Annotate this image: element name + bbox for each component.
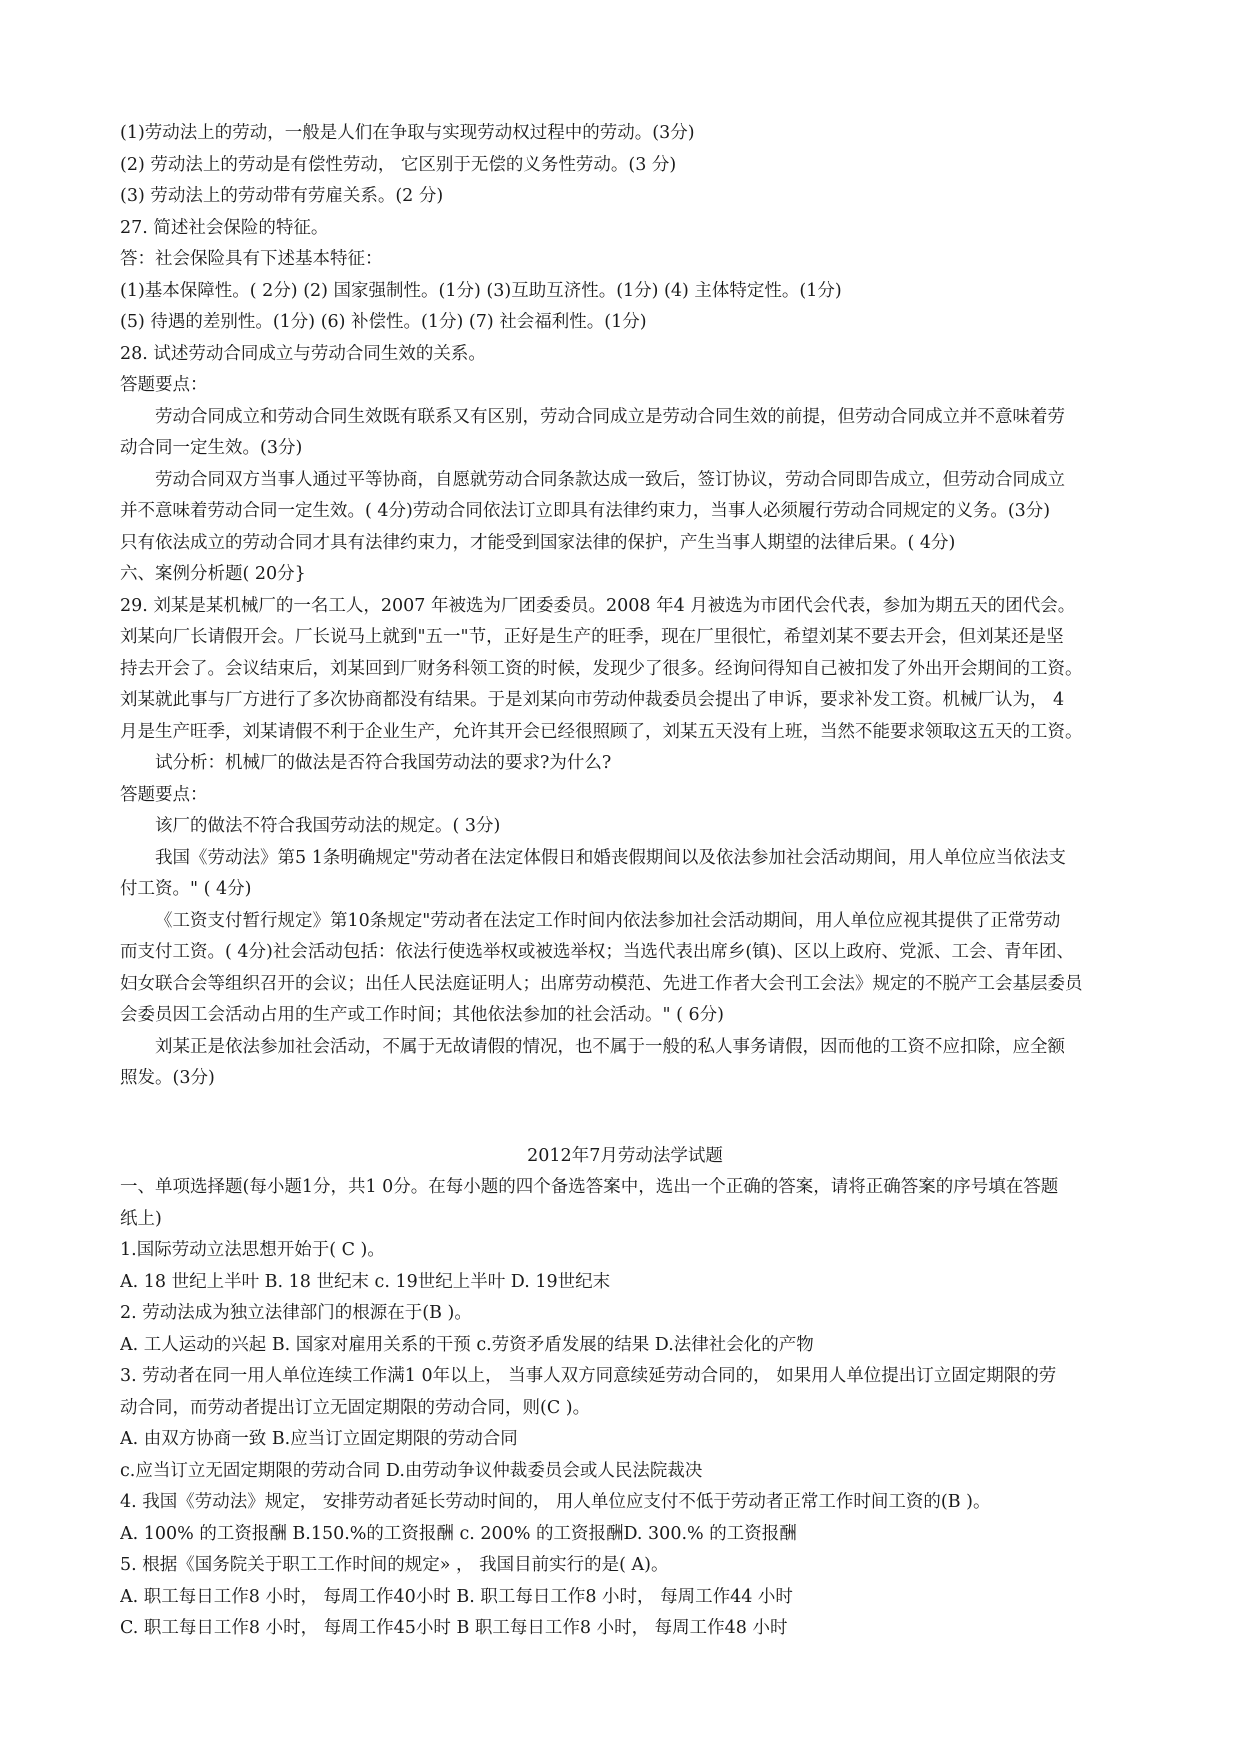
text-line: 月是生产旺季，刘某请假不利于企业生产，允许其开会已经很照顾了，刘某五天没有上班，当然不能要求领取这五天的工资。 [120,721,1083,742]
question-27: 27. 简述社会保险的特征。 [120,217,329,238]
exam-title: 2012年7月劳动法学试题 [527,1145,723,1166]
text-line: 答：社会保险具有下述基本特征： [120,249,383,269]
options-2: A. 工人运动的兴起 B. 国家对雇用关系的干预 c.劳资矛盾发展的结果 D.法律社会化的产物 [120,1334,814,1355]
text-line: 刘某正是依法参加社会活动，不属于无故请假的情况，也不属于一般的私人事务请假，因而他的工资不应扣除，应全额 [155,1036,1065,1057]
text-line: 持去开会了。会议结束后，刘某回到厂财务科领工资的时候，发现少了很多。经询问得知自己被扣发了外出开会期间的工资。 [120,658,1083,679]
text-line: (1)劳动法上的劳动，一般是人们在争取与实现劳动权过程中的劳动。(3分) [120,123,695,143]
answer-section-case-analysis [120,402,1130,1095]
question-28: 28. 试述劳动合同成立与劳动合同生效的关系。 [120,343,486,364]
options-4: A. 100% 的工资报酬 B.150.%的工资报酬 c. 200% 的工资报酬D. 300.% 的工资报酬 [120,1523,797,1544]
options-1: A. 18 世纪上半叶 B. 18 世纪末 c. 19世纪上半叶 D. 19世纪末 [120,1271,611,1292]
section-spacer [120,1095,1130,1141]
text-line: 并不意味着劳动合同一定生效。( 4分)劳动合同依法订立即具有法律约束力，当事人必须履行劳动合同规定的义务。(3分) [120,501,1051,521]
document-page [120,118,1130,1645]
text-line: (3) 劳动法上的劳动带有劳雇关系。(2 分) [120,186,444,206]
text-line: 照发。(3分) [120,1068,215,1088]
text-line: (5) 待遇的差别性。(1分) (6) 补偿性。(1分) (7) 社会福利性。(1分) [120,312,647,332]
question-3: 3. 劳动者在同一用人单位连续工作满1 0年以上， 当事人双方同意续延劳动合同的， 如果用人单位提出订立固定期限的劳 [120,1366,1057,1386]
text-line: 会委员因工会活动占用的生产或工作时间；其他依法参加的社会活动。" ( 6分) [120,1005,724,1025]
text-line: 动合同一定生效。(3分) [120,438,303,458]
text-line: 一、单项选择题(每小题1分，共1 0分。在每小题的四个备选答案中，选出一个正确的答案，请将正确答案的序号填在答题 [120,1177,1059,1197]
text-line: 劳动合同成立和劳动合同生效既有联系又有区别，劳动合同成立是劳动合同生效的前提，但劳动合同成立并不意味着劳 [155,406,1065,427]
text-line: (2) 劳动法上的劳动是有偿性劳动， 它区别于无偿的义务性劳动。(3 分) [120,154,677,175]
text-line: 只有依法成立的劳动合同才具有法律约束力，才能受到国家法律的保护，产生当事人期望的法律后果。( 4分) [120,532,956,553]
question-4: 4. 我国《劳动法》规定， 安排劳动者延长劳动时间的， 用人单位应支付不低于劳动者正常工作时间工资的(B )。 [120,1492,991,1512]
text-line: 刘某就此事与厂方进行了多次协商都没有结果。于是刘某向市劳动仲裁委员会提出了申诉，要求补发工资。机械厂认为， 4 [120,690,1065,710]
question-5: 5. 根据《国务院关于职工工作时间的规定» ， 我国目前实行的是( A)。 [120,1555,669,1575]
answer-section-27-28 [120,118,1130,402]
text-line: 六、案例分析题( 20分} [120,564,306,584]
text-line: 答题要点： [120,784,208,805]
text-line: 29. 刘某是某机械厂的一名工人，2007 年被选为厂团委委员。2008 年4 月被选为市团代会代表，参加为期五天的团代会。 [120,595,1076,616]
text-line: 我国《劳动法》第5 1条明确规定"劳动者在法定体假日和婚丧假期间以及依法参加社会活动期间，用人单位应当依法支 [155,847,1066,868]
text-line: 纸上) [120,1208,162,1229]
options-5: A. 职工每日工作8 小时， 每周工作40小时 B. 职工每日工作8 小时， 每周工作44 小时 [120,1586,793,1607]
options-3: c.应当订立无固定期限的劳动合同 D.由劳动争议仲裁委员会或人民法院裁决 [120,1460,703,1481]
options-3: A. 由双方协商一致 B.应当订立固定期限的劳动合同 [120,1429,518,1449]
text-line: 付工资。" ( 4分) [120,879,252,899]
question-1: 1.国际劳动立法思想开始于( C )。 [120,1240,385,1260]
text-line: 刘某向厂长请假开会。厂长说马上就到"五一"节，正好是生产的旺季，现在厂里很忙，希望刘某不要去开会，但刘某还是坚 [120,627,1064,647]
multiple-choice-section [120,1172,1130,1645]
text-line: 而支付工资。( 4分)社会活动包括：依法行使选举权或被选举权；当选代表出席乡(镇)、区以上政府、党派、工会、青年团、 [120,942,1075,962]
text-line: 劳动合同双方当事人通过平等协商，自愿就劳动合同条款达成一致后，签订协议，劳动合同即告成立，但劳动合同成立 [155,469,1065,490]
text-line: 《工资支付暂行规定》第10条规定"劳动者在法定工作时间内依法参加社会活动期间，用人单位应视其提供了正常劳动 [155,910,1061,931]
text-line: 妇女联合会等组织召开的会议；出任人民法庭证明人；出席劳动模范、先进工作者大会刊工会法》规定的不脱产工会基层委员 [120,973,1083,994]
text-line: 答题要点： [120,375,208,395]
text-line: (1)基本保障性。( 2分) (2) 国家强制性。(1分) (3)互助互济性。(1分) (4) 主体特定性。(1分) [120,280,842,301]
text-line: 试分析：机械厂的做法是否符合我国劳动法的要求?为什么? [155,753,612,773]
text-line: 动合同，而劳动者提出订立无固定期限的劳动合同，则(C )。 [120,1397,591,1418]
options-5: C. 职工每日工作8 小时， 每周工作45小时 B 职工每日工作8 小时， 每周工作48 小时 [120,1618,788,1638]
text-line: 该厂的做法不符合我国劳动法的规定。( 3分) [155,816,501,836]
question-2: 2. 劳动法成为独立法律部门的根源在于(B )。 [120,1303,472,1323]
